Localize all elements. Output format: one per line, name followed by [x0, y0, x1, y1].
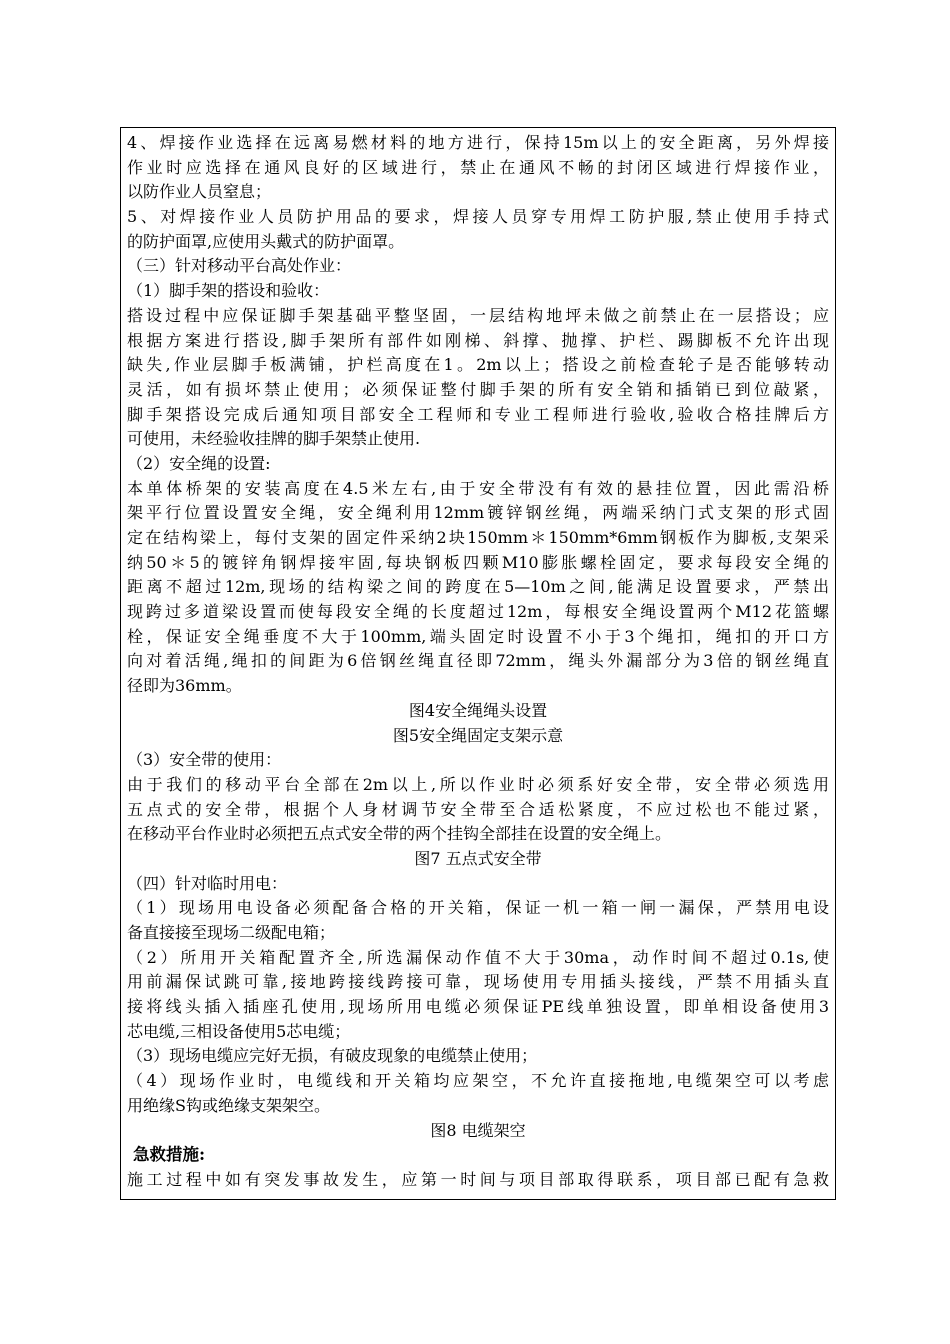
text-line: 以防作业人员窒息；	[127, 182, 272, 202]
text-line: 向对着活绳,绳扣的间距为6倍钢丝绳直径即72mm，绳头外漏部分为3倍的钢丝绳直	[127, 651, 829, 671]
document-table-cell	[120, 127, 836, 1200]
text-line: （3）现场电缆应完好无损，有破皮现象的电缆禁止使用；	[127, 1046, 538, 1066]
text-line: （4）现场作业时，电缆线和开关箱均应架空，不允许直接拖地,电缆架空可以考虑	[127, 1071, 829, 1091]
text-line: 用前漏保试跳可靠,接地跨接线跨接可靠，现场使用专用插头接线，严禁不用插头直	[127, 972, 829, 992]
figure-caption: 图5安全绳固定支架示意	[392, 725, 564, 745]
figure-caption: 图7 五点式安全带	[414, 848, 542, 868]
text-line: 由于我们的移动平台全部在2m以上,所以作业时必须系好安全带，安全带必须选用	[127, 774, 829, 794]
text-line: 距离不超过12m,现场的结构梁之间的跨度在5—10m之间,能满足设置要求，严禁出	[127, 577, 829, 597]
text-line: 灵活，如有损坏禁止使用；必须保证整付脚手架的所有安全销和插销已到位敲紧，	[127, 379, 829, 399]
text-line: 的防护面罩,应使用头戴式的防护面罩。	[127, 231, 405, 251]
text-line: （四）针对临时用电：	[127, 873, 288, 893]
text-line: （1）现场用电设备必须配备合格的开关箱，保证一机一箱一闸一漏保，严禁用电设	[127, 898, 829, 918]
text-line: 在移动平台作业时必须把五点式安全带的两个挂钩全部挂在设置的安全绳上。	[127, 824, 672, 844]
text-line: 接将线头插入插座孔使用,现场所用电缆必须保证PE线单独设置，即单相设备使用3	[127, 997, 829, 1017]
text-line: 5、对焊接作业人员防护用品的要求，焊接人员穿专用焊工防护服,禁止使用手持式	[127, 207, 829, 227]
text-line: 4、焊接作业选择在远离易燃材料的地方进行，保持15m以上的安全距离，另外焊接	[127, 133, 829, 152]
text-line: （3）安全带的使用：	[127, 750, 282, 770]
text-line: 现跨过多道梁设置而使每段安全绳的长度超过12m，每根安全绳设置两个M12花篮螺	[127, 602, 829, 622]
text-line: 缺失,作业层脚手板满铺，护栏高度在1。2m以上；搭设之前检查轮子是否能够转动	[127, 355, 829, 375]
text-line: 径即为36mm。	[127, 676, 242, 696]
text-line: 施工过程中如有突发事故发生，应第一时间与项目部取得联系，项目部已配有急救	[127, 1169, 829, 1189]
figure-caption: 图4安全绳绳头设置	[408, 700, 548, 720]
text-line: （三）针对移动平台高处作业：	[127, 256, 352, 276]
text-line: 可使用，未经验收挂牌的脚手架禁止使用.	[127, 429, 421, 449]
text-line: 五点式的安全带，根据个人身材调节安全带至合适松紧度，不应过松也不能过紧，	[127, 799, 829, 819]
text-line: 用绝缘S钩或绝缘支架架空。	[127, 1095, 330, 1115]
text-line: （2）安全绳的设置:	[127, 453, 271, 473]
text-line: 架平行位置设置安全绳，安全绳利用12mm镀锌钢丝绳，两端采纳门式支架的形式固	[127, 503, 829, 523]
text-line: 栓，保证安全绳垂度不大于100mm,端头固定时设置不小于3个绳扣，绳扣的开口方	[127, 626, 829, 646]
text-line: 本单体桥架的安装高度在4.5米左右,由于安全带没有有效的悬挂位置，因此需沿桥	[127, 478, 829, 498]
text-line: 搭设过程中应保证脚手架基础平整坚固，一层结构地坪未做之前禁止在一层搭设；应	[127, 305, 829, 325]
text-line: 作业时应选择在通风良好的区域进行，禁止在通风不畅的封闭区域进行焊接作业，	[127, 157, 829, 177]
text-line: 备直接接至现场二级配电箱；	[127, 923, 336, 942]
text-line: 纳50＊5的镀锌角钢焊接牢固,每块钢板四颗M10膨胀螺栓固定，要求每段安全绳的	[127, 552, 829, 572]
figure-caption: 图8 电缆架空	[430, 1120, 526, 1140]
text-line: 脚手架搭设完成后通知项目部安全工程师和专业工程师进行验收,验收合格挂牌后方	[127, 404, 829, 424]
text-line: （1）脚手架的搭设和验收：	[127, 281, 330, 301]
text-line: 芯电缆,三相设备使用5芯电缆；	[127, 1021, 351, 1041]
text-line: （2）所用开关箱配置齐全,所选漏保动作值不大于30ma，动作时间不超过0.1s,使	[127, 947, 829, 967]
section-heading: 急救措施:	[133, 1145, 206, 1165]
text-line: 定在结构梁上，每付支架的固定件采纳2块150mm＊150mm*6mm钢板作为脚板,支架采	[127, 528, 829, 547]
text-line: 根据方案进行搭设,脚手架所有部件如刚梯、斜撑、抛撑、护栏、踢脚板不允许出现	[127, 330, 829, 350]
